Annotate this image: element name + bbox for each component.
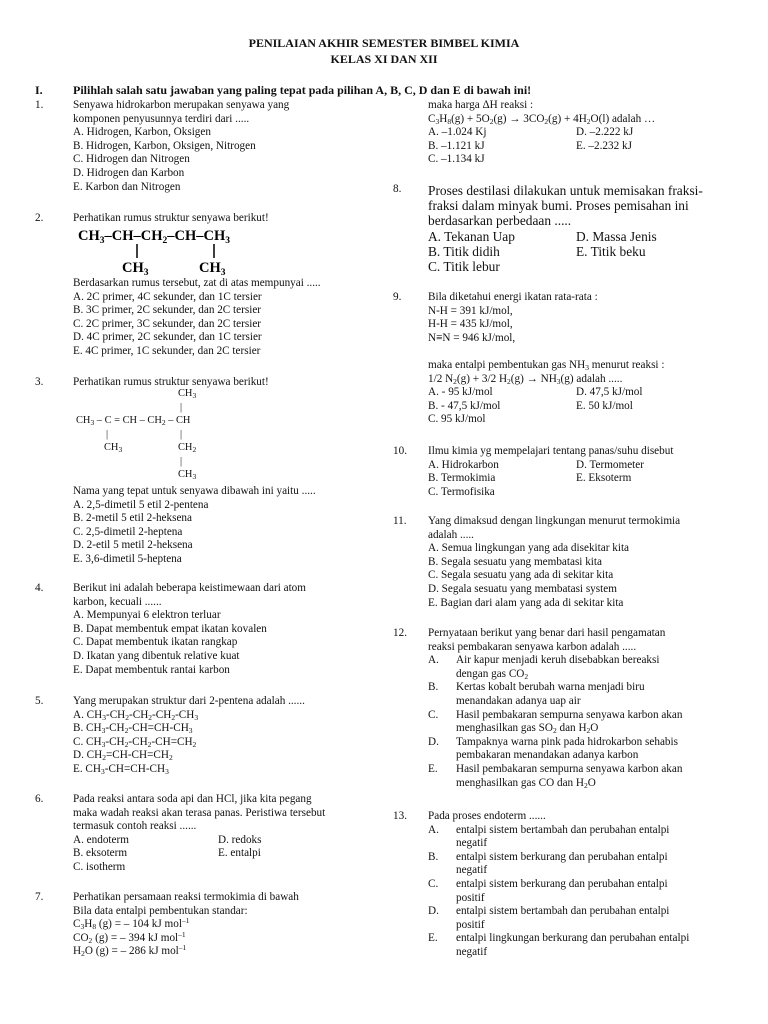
answer-option: D. redoks xyxy=(218,833,262,846)
question-text: adalah ..... xyxy=(428,528,474,541)
answer-option: C. 2C primer, 3C sekunder, dan 2C tersier xyxy=(73,317,262,330)
answer-option: B. Termokimia xyxy=(428,472,496,485)
question-text: Perhatikan persamaan reaksi termokimia di bawah xyxy=(73,891,299,903)
answer-option: A. Hidrogen, Karbon, Oksigen xyxy=(73,126,211,139)
question-text: Pada proses endoterm ...... xyxy=(428,810,546,822)
question-text: Nama yang tepat untuk senyawa dibawah ini yaitu ..... xyxy=(73,485,316,497)
bond-line: | xyxy=(106,429,109,440)
bond-energy: N-H = 391 kJ/mol, xyxy=(428,304,513,317)
answer-option: B. 2-metil 5 etil 2-heksena xyxy=(73,512,192,525)
answer-option: E. –2.232 kJ xyxy=(576,139,632,152)
answer-option: A. Air kapur menjadi keruh disebabkan bereaksi dengan gas $CO_2$ xyxy=(428,654,660,681)
question-text: termasuk contoh reaksi ...... xyxy=(73,820,197,833)
formula-branch: $CH_3$ xyxy=(122,260,149,276)
question-number: 5. xyxy=(35,695,44,707)
answer-option: E. Karbon dan Nitrogen xyxy=(73,180,181,193)
enthalpy-data: $CO_2$ (g) = – 394 kJ mol$^{-1}$ xyxy=(73,929,186,945)
question-6 xyxy=(73,793,373,875)
answer-option: A. Mempunyai 6 elektron terluar xyxy=(73,609,221,622)
formula-branch: $CH_3$ xyxy=(104,442,123,454)
answer-option: B. Dapat membentuk empat ikatan kovalen xyxy=(73,622,267,635)
section-heading xyxy=(35,84,531,98)
answer-option: D. Termometer xyxy=(576,458,644,471)
question-10 xyxy=(428,445,728,499)
answer-option: B. Segala sesuatu yang membatasi kita xyxy=(428,555,602,568)
bond-energy: N≡N = 946 kJ/mol, xyxy=(428,331,516,344)
answer-option: D. Hidrogen dan Karbon xyxy=(73,166,185,179)
answer-option: C. $CH_3-CH_2-CH_2-CH=CH_2$ xyxy=(73,735,197,749)
answer-option: D. Tampaknya warna pink pada hidrokarbon sehabis pembakaran menandakan adanya karbon xyxy=(428,735,678,762)
question-text: berdasarkan perbedaan ..... xyxy=(428,213,572,229)
answer-option: E. Dapat membentuk rantai karbon xyxy=(73,663,230,676)
bond-energy: H-H = 435 kJ/mol, xyxy=(428,318,513,331)
answer-option: C. Dapat membentuk ikatan rangkap xyxy=(73,636,238,649)
reaction-equation: 1/2 $N_2(g) + 3/2$ $H_2(g) \to NH_3(g)$ adalah ..... xyxy=(428,372,623,386)
answer-option: C. isotherm xyxy=(73,860,126,873)
question-text: Yang merupakan struktur dari 2-pentena adalah ...... xyxy=(73,695,305,707)
question-text: Proses destilasi dilakukan untuk memisakan fraksi- xyxy=(428,183,703,198)
page-title: PENILAIAN AKHIR SEMESTER BIMBEL KIMIA xyxy=(248,36,520,50)
answer-option: E. 50 kJ/mol xyxy=(576,399,633,412)
answer-option: B. - 47,5 kJ/mol xyxy=(428,399,501,412)
question-3-options xyxy=(73,485,316,567)
question-9 xyxy=(428,291,728,427)
answer-option: D. 2-etil 5 metil 2-heksena xyxy=(73,539,193,552)
answer-option: E. Eksoterm xyxy=(576,472,632,485)
answer-option: E. Bagian dari alam yang ada di sekitar kita xyxy=(428,596,624,609)
formula-branch: $CH_2$ xyxy=(178,442,197,454)
question-text: fraksi dalam minyak bumi. Proses pemisahan ini xyxy=(428,198,689,214)
question-8 xyxy=(428,183,738,274)
question-text: Bila data entalpi pembentukan standar: xyxy=(73,904,248,917)
question-text: reaksi pembakaran senyawa karbon adalah ..... xyxy=(428,640,637,653)
formula-branch: $CH_3$ xyxy=(199,260,226,276)
question-number: 2. xyxy=(35,212,44,224)
answer-option: C. Hidrogen dan Nitrogen xyxy=(73,153,190,166)
formula-bottom-group: $CH_3$ xyxy=(178,469,197,481)
answer-option: E. 3,6-dimetil 5-heptena xyxy=(73,552,182,565)
question-text: maka entalpi pembentukan gas $NH_3$ menurut reaksi : xyxy=(428,358,665,372)
reaction-equation: $C_3H_8(g) + 5O_2(g) \to 3CO_2(g) + 4H_2O(l)$ adalah … xyxy=(428,112,656,126)
question-text: Senyawa hidrokarbon merupakan senyawa yang xyxy=(73,99,290,111)
answer-option: A. –1.024 Kj xyxy=(428,126,487,139)
question-4 xyxy=(73,582,306,677)
question-text: komponen penyusunnya terdiri dari ..... xyxy=(73,112,250,125)
bond-line: | xyxy=(180,456,183,467)
answer-option: E. entalpi xyxy=(218,847,261,860)
question-number: 4. xyxy=(35,582,44,594)
answer-option: D. Segala sesuatu yang membatasi system xyxy=(428,582,617,595)
question-7 xyxy=(73,891,299,959)
question-text: Pada reaksi antara soda api dan HCl, jika kita pegang xyxy=(73,793,312,805)
formula-main-chain: $CH_3-CH-CH_2-CH-CH_3$ xyxy=(78,228,230,246)
answer-option: C. Termofisika xyxy=(428,485,495,498)
question-text: Bila diketahui energi ikatan rata-rata : xyxy=(428,291,598,303)
answer-option: A. Semua lingkungan yang ada disekitar kita xyxy=(428,542,630,555)
answer-option: A. $CH_3-CH_2-CH_2-CH_2-CH_3$ xyxy=(73,708,199,722)
question-7-continued xyxy=(428,99,728,167)
question-text: Perhatikan rumus struktur senyawa berikut! xyxy=(73,376,269,388)
answer-option: B. $CH_3-CH_2-CH=CH-CH_3$ xyxy=(73,722,193,736)
question-1 xyxy=(73,99,289,194)
answer-option: D. Ikatan yang dibentuk relative kuat xyxy=(73,649,240,662)
question-text: maka wadah reaksi akan terasa panas. Peristiwa tersebut xyxy=(73,806,326,819)
question-text: maka harga ΔH reaksi : xyxy=(428,99,534,111)
answer-option: B. entalpi sistem berkurang dan perubahan entalpi negatif xyxy=(428,850,668,877)
answer-option: A. Tekanan Uap xyxy=(428,228,515,244)
question-number: 9. xyxy=(393,291,402,303)
formula-top-group: $CH_3$ xyxy=(178,388,197,400)
question-text: karbon, kecuali ...... xyxy=(73,595,162,608)
answer-option: C. –1.134 kJ xyxy=(428,153,485,166)
question-number: 1. xyxy=(35,99,44,111)
answer-option: E. Titik beku xyxy=(576,243,646,259)
answer-option: C. entalpi sistem berkurang dan perubahan entalpi positif xyxy=(428,877,668,904)
structural-formula-q2 xyxy=(76,224,276,276)
answer-option: A. endoterm xyxy=(73,833,129,846)
answer-option: B. 3C primer, 2C sekunder, dan 2C tersier xyxy=(73,304,262,317)
question-number: 7. xyxy=(35,891,44,903)
answer-option: B. Hidrogen, Karbon, Oksigen, Nitrogen xyxy=(73,139,256,152)
question-text: Pernyataan berikut yang benar dari hasil pengamatan xyxy=(428,627,666,639)
question-number: 12. xyxy=(393,627,407,639)
question-number: 10. xyxy=(393,445,407,457)
question-number: 13. xyxy=(393,810,407,822)
answer-option: A. Hidrokarbon xyxy=(428,458,499,471)
question-3 xyxy=(73,376,269,390)
question-text: Perhatikan rumus struktur senyawa berikut! xyxy=(73,212,269,224)
enthalpy-data: $H_2O$ (g) = – 286 kJ mol$^{-1}$ xyxy=(73,943,187,959)
answer-option: C. 2,5-dimetil 2-heptena xyxy=(73,525,183,538)
answer-option: B. eksoterm xyxy=(73,847,128,860)
section-instruction: Pilihlah salah satu jawaban yang paling tepat pada pilihan A, B, C, D dan E di bawah ini! xyxy=(73,83,532,97)
section-number: I. xyxy=(35,83,43,97)
answer-option: E. $CH_3-CH=CH-CH_3$ xyxy=(73,762,169,776)
answer-option: A. 2,5-dimetil 5 etil 2-pentena xyxy=(73,498,209,511)
bond-line: | xyxy=(180,429,183,440)
answer-option: C. Hasil pembakaran sempurna senyawa karbon akan menghasilkan gas $SO_2$ dan $H_2O$ xyxy=(428,708,683,736)
question-13 xyxy=(428,810,738,960)
question-text: Berikut ini adalah beberapa keistimewaan dari atom xyxy=(73,582,306,594)
page-subtitle: KELAS XI DAN XII xyxy=(330,52,438,66)
answer-option: D. 4C primer, 2C sekunder, dan 1C tersier xyxy=(73,331,262,344)
answer-option: A. entalpi sistem bertambah dan perubahan entalpi negatif xyxy=(428,823,670,850)
enthalpy-data: $C_3H_8$ (g) = – 104 kJ mol$^{-1}$ xyxy=(73,916,190,932)
question-text: Yang dimaksud dengan lingkungan menurut termokimia xyxy=(428,515,681,527)
answer-option: B. –1.121 kJ xyxy=(428,139,485,152)
answer-option: B. Kertas kobalt berubah warna menjadi biru menandakan adanya uap air xyxy=(428,681,645,707)
bond-line: | xyxy=(180,402,183,413)
question-number: 8. xyxy=(393,183,402,195)
answer-option: C. Titik lebur xyxy=(428,258,500,274)
question-11 xyxy=(428,515,680,610)
answer-option: E. entalpi lingkungan berkurang dan perubahan entalpi negatif xyxy=(428,932,690,958)
question-text: Ilmu kimia yg mempelajari tentang panas/suhu disebut xyxy=(428,445,674,457)
answer-option: A. - 95 kJ/mol xyxy=(428,386,493,399)
question-number: 6. xyxy=(35,793,44,805)
formula-main-chain: $CH_3$ – C = CH – $CH_2$ – CH xyxy=(76,415,191,427)
question-5 xyxy=(73,695,305,777)
answer-option: E. 4C primer, 1C sekunder, dan 2C tersier xyxy=(73,344,261,357)
answer-option: D. Massa Jenis xyxy=(576,228,657,244)
answer-option: B. Titik didih xyxy=(428,243,500,259)
question-number: 11. xyxy=(393,515,407,527)
answer-option: D. –2.222 kJ xyxy=(576,126,634,139)
answer-option: C. Segala sesuatu yang ada di sekitar kita xyxy=(428,569,614,582)
answer-option: A. 2C primer, 4C sekunder, dan 1C tersier xyxy=(73,290,262,303)
question-text: Berdasarkan rumus tersebut, zat di atas mempunyai ..... xyxy=(73,277,321,289)
answer-option: E. Hasil pembakaran sempurna senyawa karbon akan menghasilkan gas CO dan $H_2O$ xyxy=(428,762,683,790)
question-2-options xyxy=(73,277,321,359)
answer-option: C. 95 kJ/mol xyxy=(428,413,486,426)
answer-option: D. entalpi sistem bertambah dan perubahan entalpi positif xyxy=(428,905,670,931)
question-number: 3. xyxy=(35,376,44,388)
answer-option: D. $CH_2=CH-CH=CH_2$ xyxy=(73,749,173,763)
question-12 xyxy=(428,627,738,790)
answer-option: D. 47,5 kJ/mol xyxy=(576,386,643,399)
